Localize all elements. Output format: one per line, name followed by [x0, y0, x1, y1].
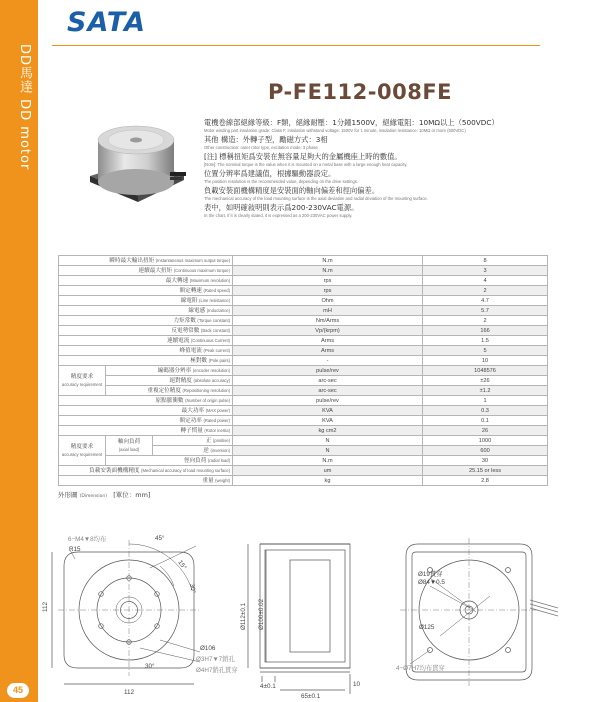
param-name: 峰值電流 (Peak current)	[59, 346, 233, 356]
description-block	[204, 118, 534, 220]
param-value: 5	[423, 346, 548, 356]
desc-en: The position resolution is the recommended value, depending on the drive settings.	[204, 179, 359, 184]
param-name: 極對數 (Pole pairs)	[59, 356, 233, 366]
param-unit: rps	[233, 286, 423, 296]
param-value: ±1.2	[423, 386, 548, 396]
dim-back-label: 4−Ø7H7均布貫穿	[396, 665, 445, 672]
param-name: 正 (positive)	[153, 436, 233, 446]
param-unit: mH	[233, 306, 423, 316]
dim-section-label: Ø112±0.1	[240, 602, 247, 630]
group-label: 精度要求 accuracy requirement	[59, 366, 106, 396]
table-row	[59, 306, 548, 316]
brand-logo: SATA	[67, 7, 146, 38]
param-unit: Ohm	[233, 296, 423, 306]
param-unit: KVA	[233, 406, 423, 416]
desc-zh: 位置分辨率爲建議值，根據驅動器設定。	[204, 169, 336, 178]
spec-table	[58, 255, 548, 486]
dim-hole-label: Ø3H7▼7銷孔	[196, 656, 235, 663]
dim-bottom-label: 112	[124, 689, 135, 696]
table-row	[59, 256, 548, 266]
param-value: 3	[423, 266, 548, 276]
param-value: 5.7	[423, 306, 548, 316]
param-name: 額定轉速 (Rated speed)	[59, 286, 233, 296]
param-unit: -	[233, 356, 423, 366]
param-value: 166	[423, 326, 548, 336]
table-row	[59, 336, 548, 346]
table-row	[59, 296, 548, 306]
table-row	[59, 426, 548, 436]
dimension-label: 外形圖 (Dimension) [單位：mm]	[58, 491, 151, 499]
table-row	[59, 456, 548, 466]
dim-angle-label: 15°	[176, 559, 188, 571]
param-name: 負載安裝面機構精度 (Mechanical accuracy of load mounting surface)	[59, 466, 233, 476]
param-name: 重複定位精度 (Repositioning resolution)	[106, 386, 233, 396]
param-name: 反電勢常數 (Back constant)	[59, 326, 233, 336]
table-row	[59, 366, 548, 376]
param-value: ±26	[423, 376, 548, 386]
table-row	[59, 436, 548, 446]
param-unit: N	[233, 446, 423, 456]
param-unit: Nm/Arms	[233, 316, 423, 326]
dim-section-label: 4±0.1	[260, 683, 276, 690]
param-unit: KVA	[233, 416, 423, 426]
dim-section-label: 10	[353, 681, 361, 688]
dim-back-label: Ø84▼0.5	[418, 579, 445, 586]
param-name: 連續最大扭矩 (Continuous maximum torque)	[59, 266, 233, 276]
desc-zh: 負載安裝面機構精度是安裝面的軸向偏差和徑向偏差。	[204, 186, 380, 195]
dim-side-label: 112	[42, 601, 49, 612]
back-view	[400, 538, 558, 686]
table-row	[59, 476, 548, 486]
desc-en: Motor winding part insulation grade: Class F, insulation withstand voltage: 1500V for 1 minute, insulation resistance: 10MΩ or more (500VDC)	[204, 128, 466, 133]
param-unit: um	[233, 466, 423, 476]
table-row	[59, 276, 548, 286]
table-row	[59, 386, 548, 396]
param-value: 2.8	[423, 476, 548, 486]
desc-en: In the chart, if it is clearly stated, it is expressed as a 200-230VAC power supply.	[204, 213, 353, 218]
table-row	[59, 416, 548, 426]
dim-angle-label: 30°	[188, 583, 197, 594]
table-row	[59, 466, 548, 476]
desc-zh: 表中，如明確敍明則表示爲200-230VAC電源。	[204, 203, 359, 212]
dim-back-label: Ø19貫穿	[418, 571, 443, 578]
param-name: 重量 (weight)	[59, 476, 233, 486]
param-value: 30	[423, 456, 548, 466]
param-unit: arc-sec	[233, 386, 423, 396]
param-value: 26	[423, 426, 548, 436]
param-name: 線電感 (Inductance)	[59, 306, 233, 316]
param-unit: Vp/(krpm)	[233, 326, 423, 336]
param-value: 2	[423, 286, 548, 296]
dim-holes-label: 6−M4▼8均布	[68, 536, 107, 543]
param-value: 4.7	[423, 296, 548, 306]
param-unit: kg cm2	[233, 426, 423, 436]
param-unit: kg	[233, 476, 423, 486]
param-name: 原點脈衝數 (Number of origin pulse)	[59, 396, 233, 406]
dim-hole-label: Ø4H7銷孔貫穿	[196, 667, 238, 674]
table-row	[59, 286, 548, 296]
table-row	[59, 356, 548, 366]
motor-photo	[84, 114, 190, 206]
param-name: 力矩常數 (Torque constant)	[59, 316, 233, 326]
param-unit: arc-sec	[233, 376, 423, 386]
desc-en: [Note]: The nominal torque is the value when it is mounted on a metal base with a large enough heat capacity.	[204, 162, 408, 167]
param-name: 絕對精度 (absolute accuracy)	[106, 376, 233, 386]
header-divider	[52, 45, 540, 46]
group-label: 精度要求 accuracy requirement	[59, 436, 106, 466]
param-unit: rps	[233, 276, 423, 286]
desc-zh: 其他 構造：外轉子型，勵磁方式：3相	[204, 135, 328, 144]
param-value: 2	[423, 316, 548, 326]
page-number: 45	[7, 683, 29, 698]
desc-zh: 電機卷線部絕緣等級：F類，絕緣耐壓：1分鐘1500V，絕緣電阻：10MΩ以上（500VDC）	[204, 118, 499, 127]
param-name: 連續電流 (Continuous Current)	[59, 336, 233, 346]
table-row	[59, 266, 548, 276]
desc-zh: [注] 標稱扭矩爲安裝在無容量足夠大的金屬機座上時的數值。	[204, 152, 402, 161]
group-label: 軸向負荷 (axial load)	[106, 436, 153, 456]
dimension-drawing	[0, 500, 606, 702]
param-value: 1000	[423, 436, 548, 446]
param-name: 逆 (inversion)	[153, 446, 233, 456]
param-value: 25.15 or less	[423, 466, 548, 476]
param-value: 0.3	[423, 406, 548, 416]
table-row	[59, 396, 548, 406]
dim-corner-label: R15	[69, 546, 81, 553]
table-row	[59, 406, 548, 416]
param-name: 最大功率 (MAX power)	[59, 406, 233, 416]
table-row	[59, 316, 548, 326]
desc-en: Other construction: outer rotor type, excitation mode: 3 phase	[204, 145, 318, 150]
param-unit: N.m	[233, 266, 423, 276]
param-unit: pulse/rev	[233, 366, 423, 376]
param-unit: N.m	[233, 456, 423, 466]
dim-angle-label: 45°	[155, 535, 165, 542]
dim-section-label: Ø100±0.02	[258, 598, 265, 630]
param-value: 4	[423, 276, 548, 286]
param-value: 10	[423, 356, 548, 366]
param-name: 徑向負荷 (radial load)	[106, 456, 233, 466]
dim-section-label: 65±0.1	[301, 693, 321, 700]
param-name: 額定功率 (Rated power)	[59, 416, 233, 426]
desc-en: The mechanical accuracy of the load mounting surface is the axial deviation and radial deviation of the mounting surface.	[204, 196, 428, 201]
table-row	[59, 346, 548, 356]
param-unit: Arms	[233, 346, 423, 356]
param-value: 0.1	[423, 416, 548, 426]
param-name: 最大轉速 (Maximum revolution)	[59, 276, 233, 286]
sidebar-title: DD馬達 DD motor	[17, 44, 32, 171]
param-value: 600	[423, 446, 548, 456]
param-name: 轉子慣量 (Rotor inertia)	[59, 426, 233, 436]
param-value: 1	[423, 396, 548, 406]
param-name: 瞬時最大輸出扭矩 (Instantaneous maximum output torque)	[59, 256, 233, 266]
param-value: 1048576	[423, 366, 548, 376]
param-name: 線電阻 (Line resistance)	[59, 296, 233, 306]
param-unit: N.m	[233, 256, 423, 266]
param-value: 1.5	[423, 336, 548, 346]
dim-angle-label: 30°	[145, 663, 155, 670]
product-title: P-FE112-008FE	[268, 80, 453, 104]
param-name: 編碼器分辨率 (encoder resolution)	[106, 366, 233, 376]
param-value: 8	[423, 256, 548, 266]
param-unit: pulse/rev	[233, 396, 423, 406]
table-row	[59, 376, 548, 386]
table-row	[59, 326, 548, 336]
param-unit: Arms	[233, 336, 423, 346]
param-unit: N	[233, 436, 423, 446]
dim-diameter-label: Ø106	[200, 645, 216, 652]
dim-back-label: Ø125	[419, 624, 435, 631]
